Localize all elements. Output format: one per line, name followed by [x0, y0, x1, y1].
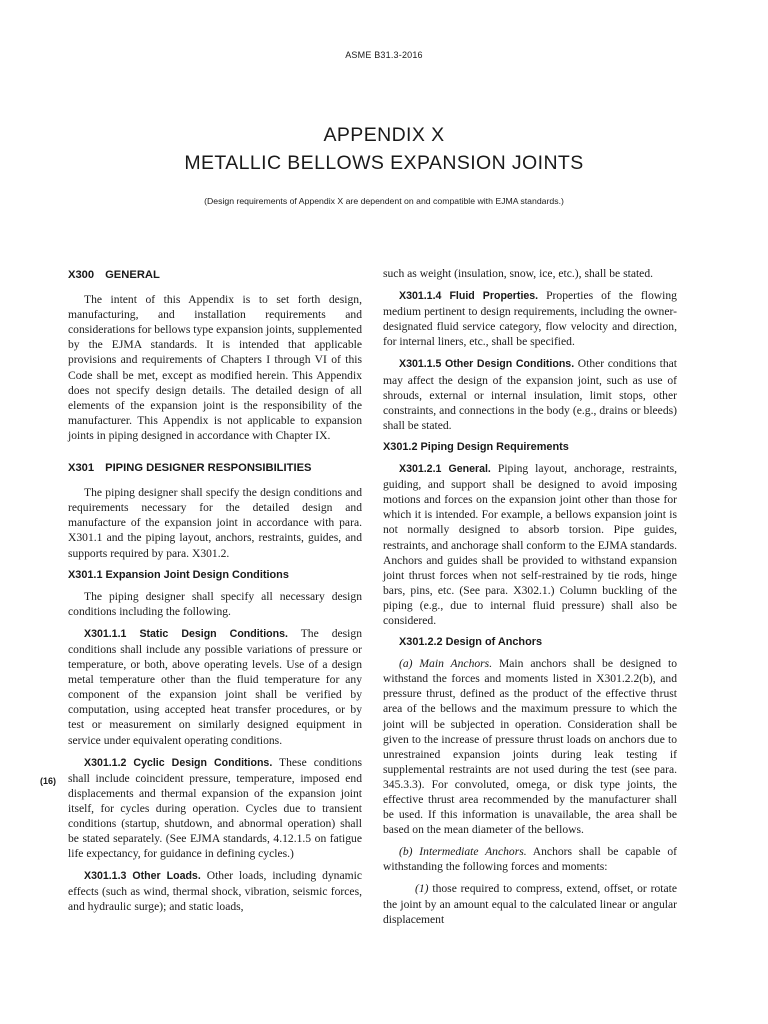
- paragraph-text: Properties of the flowing medium pertinent to design requirements, including the owner-designated fluid service category, flow velocity and direction, for internal liners, etc., shall be specified.: [383, 289, 677, 349]
- section-number: X301: [68, 462, 95, 475]
- run-in-heading: X301.2.1 General.: [399, 463, 491, 476]
- paragraph-text: those required to compress, extend, offset, or rotate the joint by an amount equal to the calculated linear or angular displacement: [383, 882, 677, 926]
- paragraph-intermediate-anchors: [383, 844, 677, 874]
- paragraph-anchor-item-1: [383, 881, 677, 926]
- document-header: ASME B31.3-2016: [345, 50, 423, 60]
- appendix-note: (Design requirements of Appendix X are dependent on and compatible with EJMA standards.): [204, 196, 564, 206]
- run-in-heading: X301.1.1 Static Design Conditions.: [84, 627, 288, 640]
- left-column: [68, 266, 362, 915]
- item-label: (a) Main Anchors.: [399, 657, 493, 671]
- item-label: (1): [415, 882, 429, 896]
- paragraph-x301: The piping designer shall specify the design conditions and requirements necessary for the detailed design and manufacture of the expansion joint in accordance with para. X301.1 and the piping layout, anchors, restraints, guides, and supports required by para. X301.2.: [68, 486, 362, 560]
- paragraph-text: Other conditions that may affect the design of the expansion joint, such as use of shrouds, external or internal insulation, limit stops, other constraints, and connections in the body (e.g., drains or bleeds) shall be stated.: [383, 357, 677, 432]
- run-in-heading: X301.1.3 Other Loads.: [84, 870, 201, 883]
- paragraph-text: Main anchors shall be designed to withstand the forces and moments listed in X301.2.2(b), and pressure thrust, defined as the product of the effective thrust area of the bellows and the maximum pressure to which the joint will be subjected in operation. Consideration shall be given to the increase of pressure thrust loads on anchors due to unrestrained expansion joints during leak testing if supplemental restraints are not used during the test (see para. 345.3.3). For convoluted, omega, or disk type joints, the effective thrust area recommended by the manufacturer shall be used. If this information is unavailable, the area shall be based on the mean diameter of the bellows.: [383, 657, 677, 837]
- item-label: (b) Intermediate Anchors.: [399, 845, 527, 859]
- paragraph-text: Piping layout, anchorage, restraints, guiding, and support shall be designed to avoid imposing motions and forces on the expansion joint other than those for which it is intended. For example, a bellows expansion joint is not normally designed to absorb torsion. Pipe guides, restraints, and anchorage shall conform to the EJMA standards. Anchors and guides shall be provided to withstand expansion joint thrust forces when not self-restrained by tie rods, hinge bars, pins, etc. (See para. X302.1.) Column buckling of the piping (e.g., due to internal fluid pressure) shall also be considered.: [383, 462, 677, 627]
- paragraph-main-anchors: [383, 656, 677, 837]
- run-in-heading: X301.1.2 Cyclic Design Conditions.: [84, 756, 273, 769]
- paragraph-x30115: [383, 356, 677, 432]
- appendix-subtitle: METALLIC BELLOWS EXPANSION JOINTS: [184, 152, 584, 174]
- revision-marker: (16): [40, 776, 57, 786]
- paragraph-x30111: [68, 626, 362, 748]
- paragraph-text: These conditions shall include coincident pressure, temperature, imposed end displacements and thermal expansion of the expansion joint itself, for cycles during operation. Cycles due to transient conditions (startup, shutdown, and abnormal operation) shall be stated separately. (See EJMA standards, 4.12.1.5 on fatigue life expectancy, for guidance in defining cycles.): [68, 755, 362, 861]
- run-in-heading: X301.1.5 Other Design Conditions.: [399, 358, 575, 371]
- paragraph-x30113: [68, 868, 362, 914]
- right-column: [383, 266, 677, 927]
- paragraph-x30114: [383, 288, 677, 349]
- run-in-heading: X301.1.4 Fluid Properties.: [399, 290, 539, 303]
- section-heading-x300: [68, 268, 362, 283]
- paragraph-x30113-continued: such as weight (insulation, snow, ice, etc.), shall be stated.: [383, 267, 654, 280]
- section-title: GENERAL: [105, 269, 160, 281]
- paragraph-text: The design conditions shall include any possible variations of pressure or temperature, or both, above operating levels. Use of a design metal temperature other than the fluid temperature for any component of the expansion joint shall be verified by computation, using accepted heat transfer procedures, or by test or measurement on similarly designed equipment in service under equivalent operating conditions.: [68, 626, 362, 747]
- paragraph-text: Other loads, including dynamic effects (such as wind, thermal shock, vibration, seismic forces, and hydraulic surge); and static loads,: [68, 869, 362, 914]
- subsection-heading-x3011: X301.1 Expansion Joint Design Conditions: [68, 568, 289, 581]
- section-number: X300: [68, 269, 95, 281]
- section-title: PIPING DESIGNER RESPONSIBILITIES: [105, 462, 312, 475]
- paragraph-x3011: The piping designer shall specify all necessary design conditions including the following.: [68, 589, 362, 618]
- paragraph-text: Anchors shall be capable of withstanding the following forces and moments:: [383, 845, 677, 874]
- paragraph-x30121: [383, 461, 677, 628]
- subsection-heading-x30122: X301.2.2 Design of Anchors: [399, 636, 543, 649]
- paragraph-x300: The intent of this Appendix is to set forth design, manufacturing, and installation requirements and considerations for bellows type expansion joints, supplemented by the EJMA standards. It is intended that applicable provisions and requirements of Chapters I through VI of this Code shall be met, except as modified herein. This Appendix does not specify design details. The detailed design of all elements of the expansion joint is the responsibility of the manufacturer. This Appendix is not applicable to expansion joints in piping designed in accordance with Chapter IX.: [68, 293, 362, 442]
- appendix-title: APPENDIX X: [323, 124, 445, 146]
- section-heading-x301: [68, 461, 362, 476]
- subsection-heading-x3012: X301.2 Piping Design Requirements: [383, 440, 569, 453]
- paragraph-x30112: [68, 755, 362, 862]
